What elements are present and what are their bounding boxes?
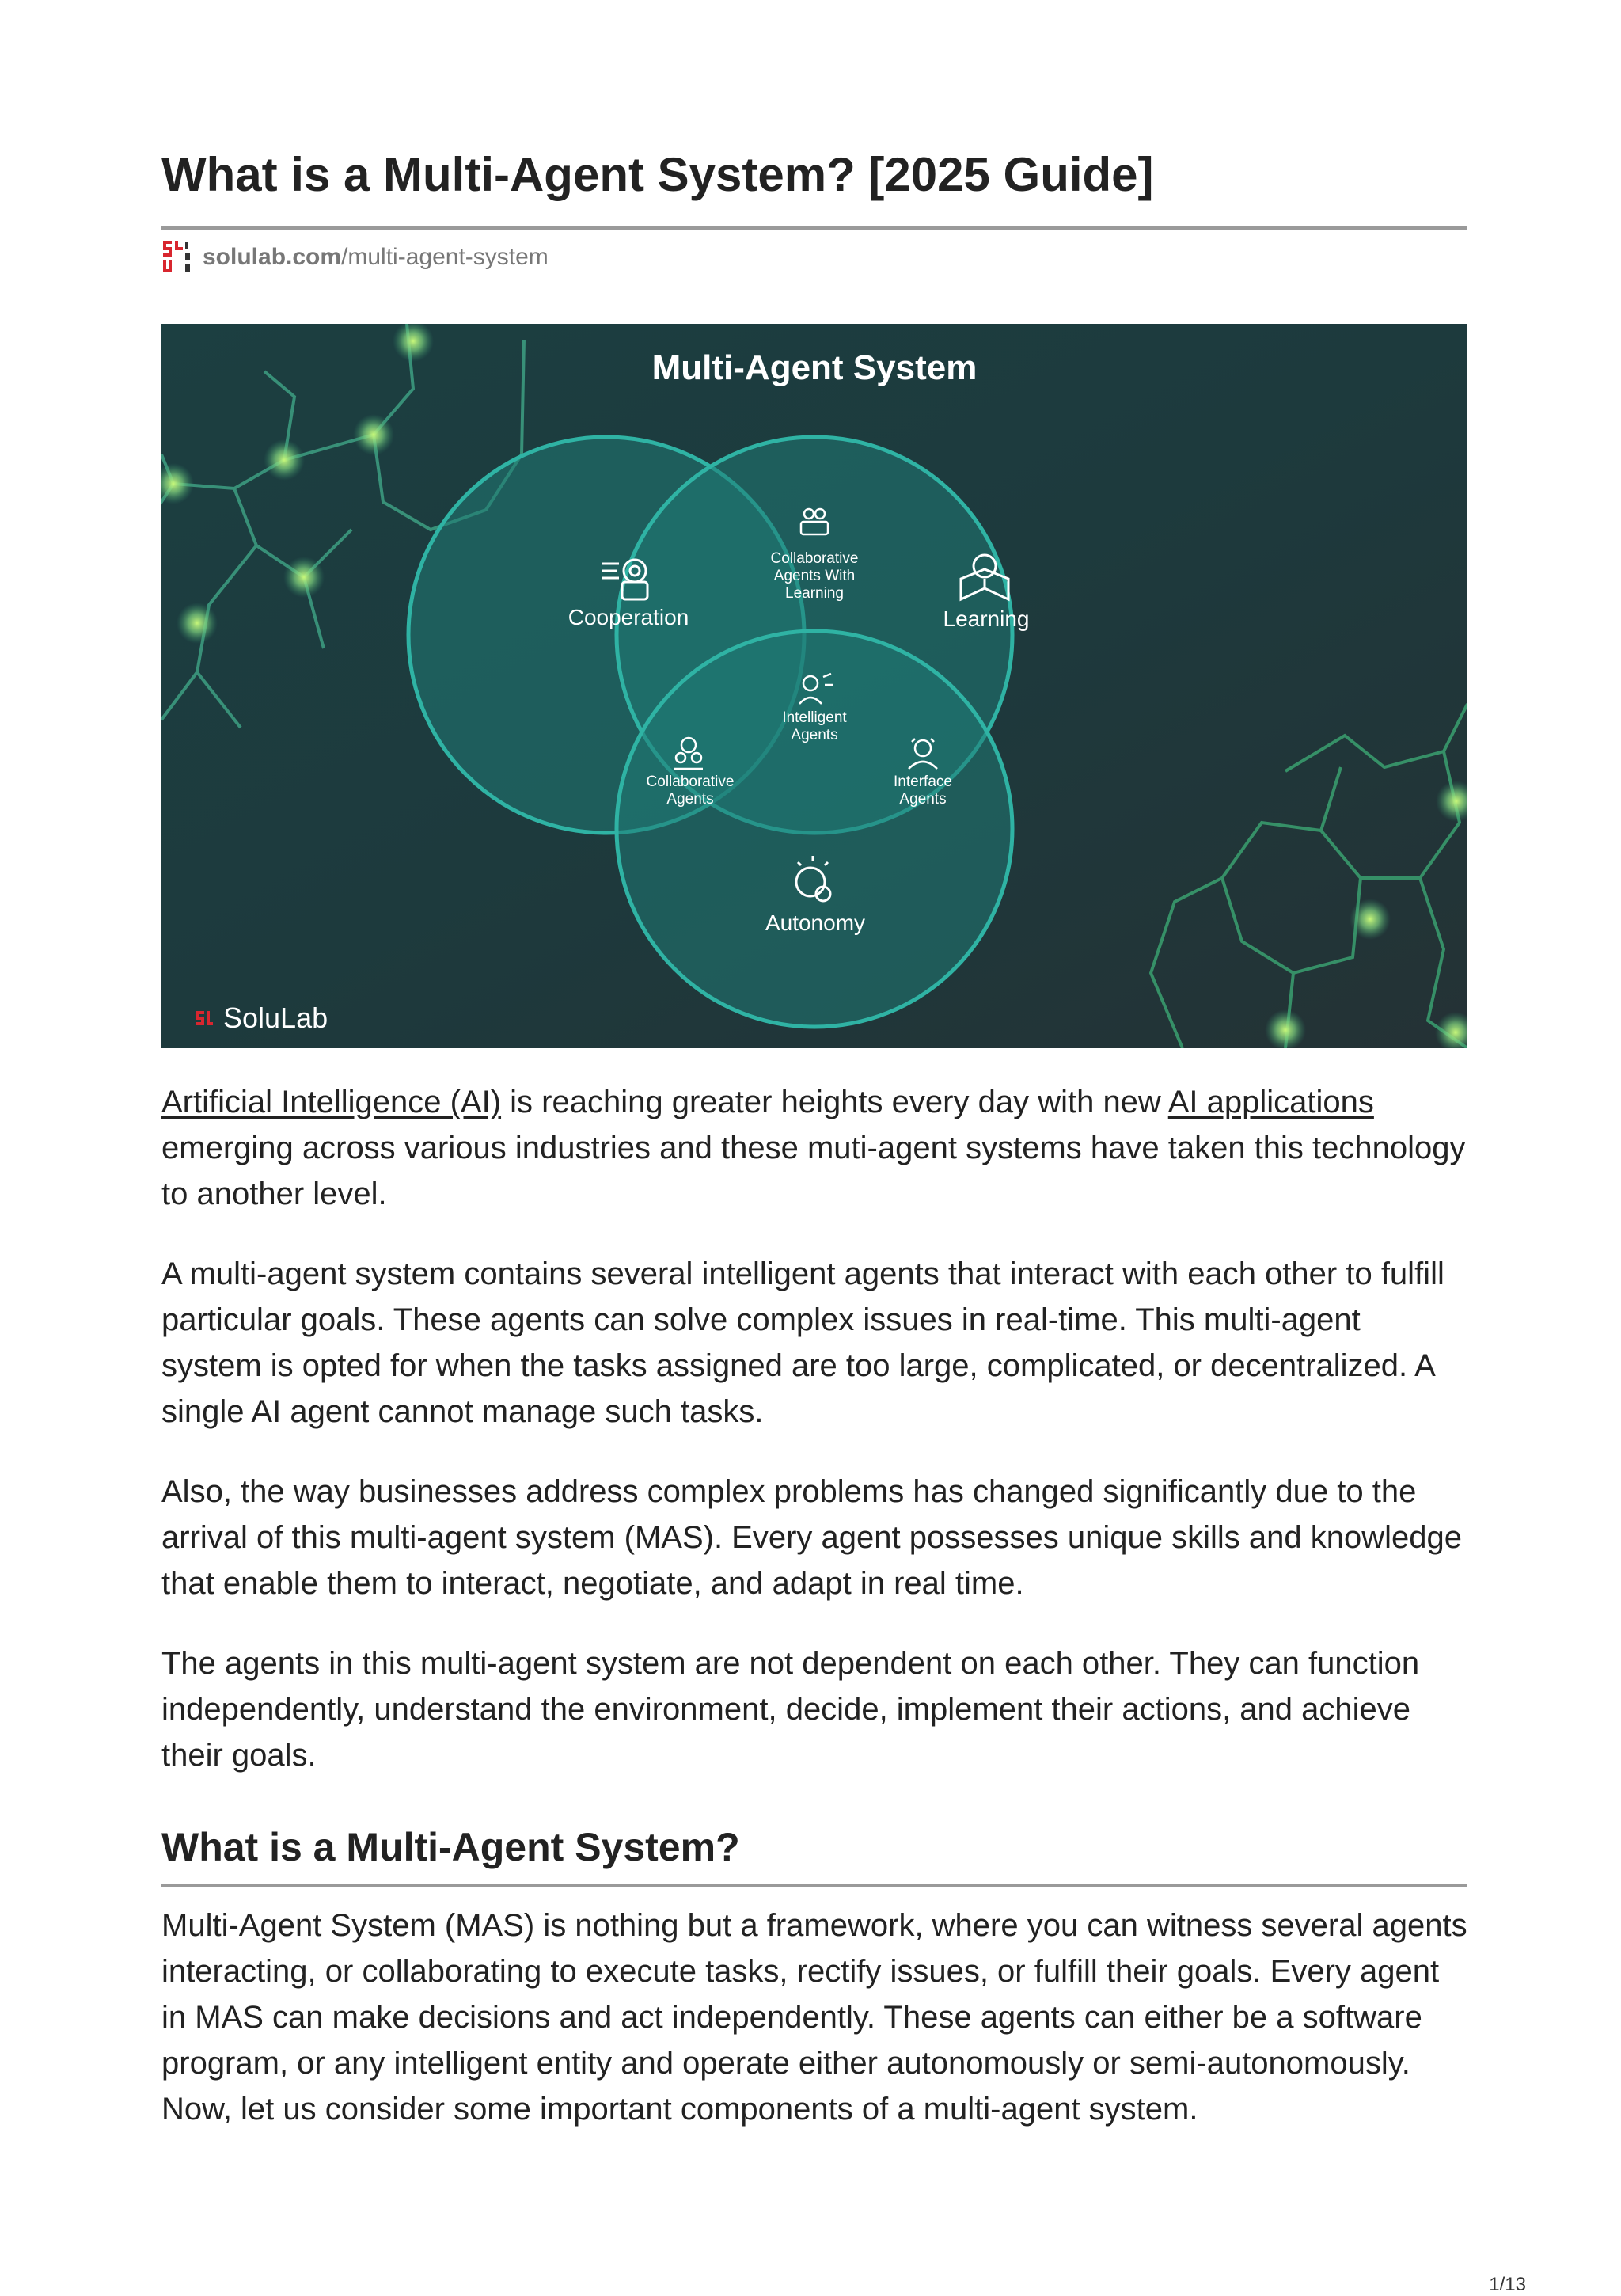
source-line[interactable] bbox=[161, 239, 549, 276]
label-collab-learning-1: Collaborative bbox=[770, 550, 859, 567]
label-interface-2: Agents bbox=[899, 791, 947, 808]
circle-autonomy bbox=[617, 631, 1012, 1027]
label-autonomy: Autonomy bbox=[765, 910, 866, 935]
hero-brand: SoluLab bbox=[223, 1002, 328, 1034]
label-collab-learning-3: Learning bbox=[785, 585, 844, 602]
label-cooperation: Cooperation bbox=[568, 605, 689, 629]
label-collaborative-2: Agents bbox=[666, 791, 714, 808]
title-divider bbox=[161, 226, 1467, 230]
paragraph-4: The agents in this multi-agent system are not dependent on each other. They can function independently, understand the environment, decide, implement their actions, and achieve their goals. bbox=[161, 1646, 1420, 1773]
intro-paragraph: Artificial Intelligence (AI) is reaching greater heights every day with new AI applications emerging across various industries and these muti-agent systems have taken this technology to another level. bbox=[161, 1085, 1466, 1211]
source-path: /multi-agent-system bbox=[341, 244, 549, 270]
solulab-logo-icon bbox=[161, 239, 193, 276]
label-interface-1: Interface bbox=[894, 774, 952, 790]
section-divider bbox=[161, 1884, 1467, 1887]
source-domain: solulab.com bbox=[203, 244, 342, 270]
label-learning: Learning bbox=[943, 606, 1030, 631]
label-intelligent-2: Agents bbox=[791, 727, 838, 743]
paragraph-5: Multi-Agent System (MAS) is nothing but a framework, where you can witness several agents interacting, or collaborating to execute tasks, rectify issues, or fulfill their goals. Every agent in MAS can make decisions and act independently. These agents can either be a software program, or any intelligent entity and operate either autonomously or semi-autonomously. Now, let us consider some important components of a multi-agent system. bbox=[161, 1908, 1467, 2127]
label-collaborative-1: Collaborative bbox=[646, 774, 735, 790]
label-collab-learning-2: Agents With bbox=[773, 568, 856, 584]
paragraph-2: A multi-agent system contains several intelligent agents that interact with each other to fulfill particular goals. These agents can solve complex issues in real-time. This multi-agent system is opted for when the tasks assigned are too large, complicated, or decentralized. A single AI agent cannot manage such tasks. bbox=[161, 1256, 1444, 1429]
hero-image bbox=[161, 324, 1467, 1048]
label-intelligent-1: Intelligent bbox=[782, 709, 847, 726]
hero-title: Multi-Agent System bbox=[651, 348, 978, 387]
link-ai-applications[interactable]: AI applications bbox=[1167, 1085, 1374, 1119]
section-heading: What is a Multi-Agent System? bbox=[161, 1825, 740, 1869]
page-title: What is a Multi-Agent System? [2025 Guide] bbox=[161, 148, 1154, 201]
page-number: 1/13 bbox=[1489, 2274, 1526, 2295]
link-artificial-intelligence[interactable]: Artificial Intelligence (AI) bbox=[161, 1085, 502, 1119]
paragraph-3: Also, the way businesses address complex problems has changed significantly due to the arrival of this multi-agent system (MAS). Every agent possesses unique skills and knowledge that enable them to interact, negotiate, and adapt in real time. bbox=[161, 1474, 1462, 1601]
